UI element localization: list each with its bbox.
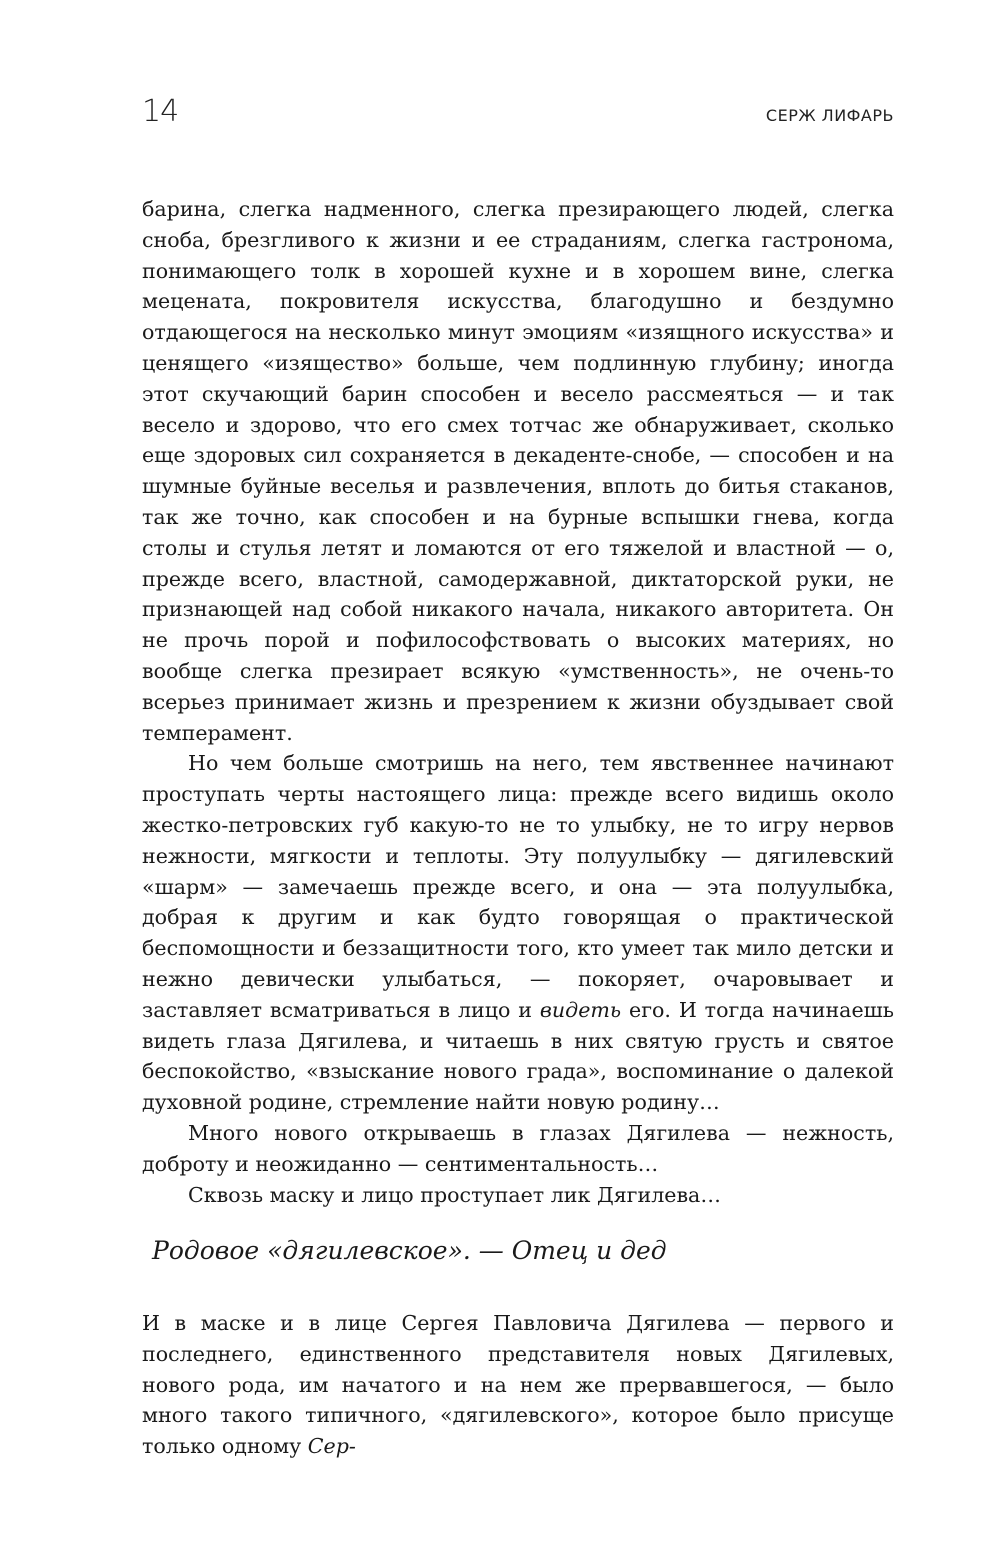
- emphasized-word: Сер-: [307, 1434, 356, 1459]
- running-title-author: СЕРЖ ЛИФАРЬ: [765, 106, 894, 125]
- paragraph: Много нового открываешь в глазах Дягилева — нежность, доброту и неожиданно — сентиментальность…: [142, 1120, 894, 1176]
- section-heading: Родовое «дягилевское». — Отец и дед: [152, 1236, 667, 1265]
- emphasized-word: видеть: [539, 997, 622, 1022]
- paragraph: [142, 1308, 894, 1462]
- running-head: [142, 94, 894, 134]
- paragraph-continuation: барина, слегка надменного, слегка презирающего людей, слегка сноба, брезгливого к жизни и ее страданиям, слегка гастронома, понимающего толк в хорошей кухне и в хорошем вине, слегка мецената, покровителя искусства, благодушно и бездумно отдающегося на несколько минут эмоциям «изящного искусства» и ценящего «изящество» больше, чем подлинную глубину; иногда этот скучающий барин способен и весело рассмеяться — и так весело и здорово, что его смех тотчас же обнаруживает, сколько еще здоровых сил сохраняется в декаденте-снобе, — способен и на шумные буйные веселья и развлечения, вплоть до битья стаканов, так же точно, как способен и на бурные вспышки гнева, когда столы и стулья летят и ломаются от его тяжелой и властной — о, прежде всего, властной, самодержавной, диктаторской руки, не признающей над собой никакого начала, никакого авторитета. Он не прочь порой и пофилософствовать о высоких материях, но вообще слегка презирает всякую «умственность», не очень-то всерьез принимает жизнь и презрением к жизни обуздывает свой темперамент.: [142, 197, 894, 745]
- paragraph: Сквозь маску и лицо проступает лик Дягилева…: [188, 1182, 721, 1207]
- section-text: [142, 1308, 894, 1462]
- paragraph-text: Но чем больше смотришь на него, тем явственнее начинают проступать черты настоящего лица: прежде всего видишь около жестко-петровских губ какую-то не то улыбку, не то игру нервов нежности, мягкости и теплоты. Эту полуулыбку — дягилевский «шарм» — замечаешь прежде всего, и она — эта полуулыбка, добрая к другим и как будто говорящая о практической беспомощности и беззащитности того, кто умеет так мило детски и нежно девически улыбаться, — покоряет, очаровывает и заставляет всматриваться в лицо и: [142, 751, 894, 1022]
- paragraph: [142, 748, 894, 1118]
- main-text: [142, 194, 894, 1210]
- paragraph-text: И в маске и в лице Сергея Павловича Дягилева — первого и последнего, единственного представителя новых Дягилевых, нового рода, им начатого и на нем же прервавшегося, — было много такого типичного, «дягилевского», которое было присуще только одному: [142, 1311, 894, 1459]
- page-number: 14: [142, 94, 179, 129]
- paragraph-text: его. И тогда начинаешь видеть глаза Дягилева, и читаешь в них святую грусть и святое беспокойство, «взыскание нового града», воспоминание о далекой духовной родине, стремление найти новую родину…: [142, 997, 894, 1115]
